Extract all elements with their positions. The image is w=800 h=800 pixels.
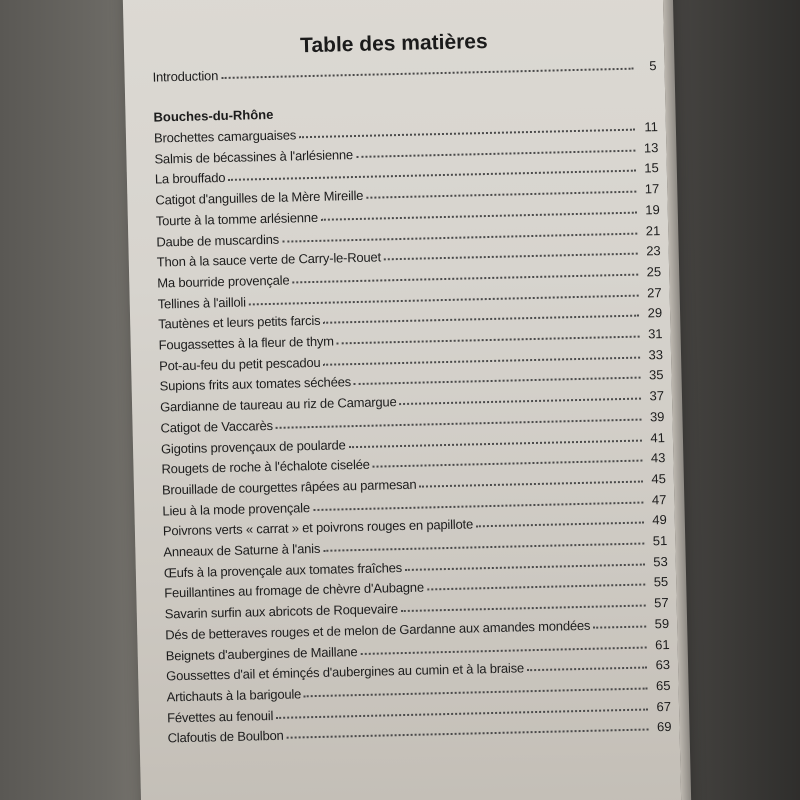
toc-entry-page: 53 bbox=[653, 553, 668, 570]
toc-entry-label: Gigotins provençaux de poularde bbox=[160, 436, 346, 456]
dot-leader bbox=[349, 438, 642, 448]
dot-leader bbox=[366, 190, 636, 199]
dot-leader bbox=[400, 397, 642, 405]
toc-entry-label: Tourte à la tomme arlésienne bbox=[155, 209, 319, 229]
toc-entry-page: 43 bbox=[650, 450, 666, 466]
dot-leader bbox=[356, 148, 635, 157]
dot-leader bbox=[323, 355, 640, 365]
toc-entry-page: 45 bbox=[651, 470, 667, 487]
toc-entry-page: 23 bbox=[646, 243, 661, 259]
toc-entry-label: Salmis de bécassines à l'arlésienne bbox=[154, 146, 354, 167]
toc-entry-label: Fougassettes à la fleur de thym bbox=[158, 333, 334, 353]
toc-entry-label: Supions frits aux tomates séchées bbox=[159, 374, 352, 394]
toc-entry-label: La brouffado bbox=[154, 170, 226, 187]
dot-leader bbox=[401, 604, 646, 613]
toc-entry-label: Tautènes et leurs petits farcis bbox=[158, 313, 321, 332]
toc-entry-page: 47 bbox=[651, 491, 667, 507]
dot-leader bbox=[323, 314, 639, 324]
book-page bbox=[123, 0, 682, 800]
dot-leader bbox=[419, 479, 643, 487]
dot-leader bbox=[373, 459, 643, 468]
toc-entry-label: Brouillade de courgettes râpées au parmesan bbox=[161, 476, 417, 498]
toc-entry-page: 51 bbox=[652, 533, 668, 549]
toc-entry-page: 15 bbox=[644, 160, 659, 176]
toc-entry-label: Dés de betteraves rouges et de melon de Gardanne aux amandes mondées bbox=[165, 617, 591, 643]
toc-entry-label: Clafoutis de Boulbon bbox=[167, 728, 284, 746]
toc-entry-page: 69 bbox=[656, 719, 672, 735]
toc-entry-page: 37 bbox=[649, 388, 665, 404]
toc-entry-label: Savarin surfin aux abricots de Roquevaire bbox=[164, 601, 399, 622]
dot-leader bbox=[384, 252, 638, 261]
toc-entry-page: 13 bbox=[643, 139, 659, 156]
dot-leader bbox=[527, 666, 647, 672]
dot-leader bbox=[323, 542, 644, 552]
toc-entry-label: Brochettes camarguaises bbox=[153, 127, 297, 146]
dot-leader bbox=[337, 335, 640, 345]
toc-entry-label: Introduction bbox=[152, 68, 219, 85]
toc-entry-page: 33 bbox=[648, 346, 664, 363]
toc-entry-label: Rougets de roche à l'échalote ciselée bbox=[161, 456, 370, 477]
toc-entry-label: Daube de muscardins bbox=[156, 231, 280, 250]
toc-entry-page: 61 bbox=[654, 636, 670, 652]
toc-entry-page: 39 bbox=[649, 408, 665, 425]
toc-entry-label: Pot-au-feu du petit pescadou bbox=[158, 354, 321, 374]
toc-entry-page: 63 bbox=[655, 657, 671, 673]
dot-leader bbox=[354, 376, 641, 386]
toc-entry-label: Catigot d'anguilles de la Mère Mireille bbox=[155, 187, 364, 208]
toc-entry-page: 21 bbox=[645, 222, 661, 238]
dot-leader bbox=[593, 624, 646, 628]
toc-entry-page: 17 bbox=[644, 181, 660, 197]
toc-entry-label: Beignets d'aubergines de Maillane bbox=[165, 643, 358, 663]
toc-entry-page: 27 bbox=[646, 284, 662, 301]
toc-entry-label: Lieu à la mode provençale bbox=[162, 499, 311, 519]
toc-entry-page: 41 bbox=[650, 429, 666, 445]
dot-leader bbox=[476, 521, 644, 528]
dot-leader bbox=[360, 645, 646, 654]
toc-entry-label: Ma bourride provençale bbox=[157, 272, 290, 291]
toc-entry-page: 25 bbox=[646, 263, 662, 280]
dot-leader bbox=[321, 210, 637, 220]
toc-entry-page: 35 bbox=[648, 367, 664, 383]
toc-entry-label: Catigot de Vaccarès bbox=[160, 417, 274, 436]
page-title: Table des matières bbox=[299, 29, 488, 58]
toc-entry-page: 67 bbox=[656, 698, 672, 714]
toc-entry-page: 65 bbox=[655, 677, 671, 694]
toc-entry-label: Goussettes d'ail et éminçés d'aubergines au cumin et à la braise bbox=[166, 660, 525, 684]
dot-leader bbox=[427, 583, 645, 591]
dot-leader bbox=[287, 728, 649, 739]
toc-entry-page: 55 bbox=[653, 574, 669, 590]
toc-entry-page: 49 bbox=[652, 512, 667, 528]
toc-entry-page: 31 bbox=[647, 326, 663, 342]
toc-entry-page: 11 bbox=[644, 119, 659, 135]
toc-entry-page: 19 bbox=[645, 201, 660, 218]
toc-entry-label: Poivrons verts « carrat » et poivrons rouges en papillote bbox=[162, 516, 474, 539]
toc-entry-label: Tellines à l'ailloli bbox=[157, 294, 246, 312]
toc-entry-label: Artichauts à la barigoule bbox=[166, 686, 302, 705]
toc-entry-label: Gardianne de taureau au riz de Camargue bbox=[159, 394, 397, 415]
toc-entry-page: 29 bbox=[647, 305, 663, 321]
toc-entry-page: 57 bbox=[654, 595, 669, 611]
toc-entry-page: 5 bbox=[649, 58, 657, 74]
toc-entry-label: Févettes au fenouil bbox=[166, 707, 274, 726]
toc-entry-page: 59 bbox=[654, 615, 670, 632]
section-heading: Bouches-du-Rhône bbox=[153, 106, 274, 125]
dot-leader bbox=[221, 67, 633, 79]
toc-entry-label: Anneaux de Saturne à l'anis bbox=[163, 540, 321, 560]
toc-entry-label: Œufs à la provençale aux tomates fraîches bbox=[163, 559, 403, 581]
toc-entry-label: Feuillantines au fromage de chèvre d'Aubagne bbox=[164, 579, 425, 601]
toc-entry-label: Thon à la sauce verte de Carry-le-Rouet bbox=[156, 249, 382, 270]
dot-leader bbox=[405, 562, 645, 570]
